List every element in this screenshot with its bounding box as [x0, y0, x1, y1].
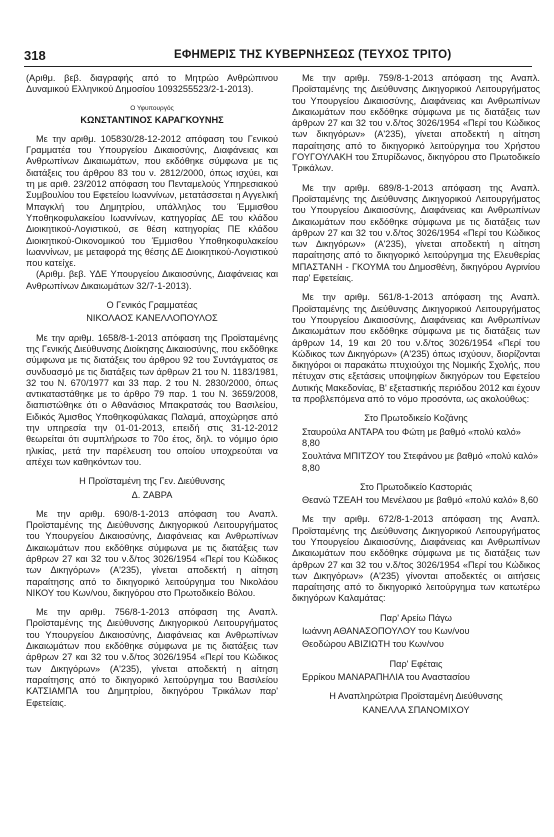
page-header: [24, 46, 532, 67]
signature-name: ΚΑΝΕΛΛΑ ΣΠΑΝΟΜΙΧΟΥ: [362, 704, 470, 715]
appointee-entry: Θεανώ ΤΖΕΑΗ του Μενέλαου με βαθμό «πολύ καλό» 8,60: [302, 495, 539, 506]
paragraph: Με την αριθμ. 105830/28-12-2012 απόφαση του Γενικού Γραμματέα του Υπουργείου Δικαιοσύνης, Διαφάνειας και Ανθρωπίνων Δικαιωμάτων, που εκδόθηκε σύμφωνα με τις διατάξεις του άρθρου 83 του ν. 2812/2000, όπως ισχύει, και τη με αριθ. 23/2012 απόφαση του Πενταμελούς Υπηρεσιακού Συμβουλίου του Εφετείου Ιωαννίνων, μετατάσσεται η Αγγελική Μπαγκλή του Δημητρίου, υπάλληλος του Έμμισθου Υποθηκοφυλακείου Ιωαννίνων, κατηγορίας ΔΕ του κλάδου Διοικητικού-Λογιστικού, σε θέση κατηγορίας ΠΕ κλάδου Διοικητικού-Οικονομικού του Έμμισθου Υποθηκοφυλακείου Ιωαννίνων, με μεταφορά της θέσης ΔΕ Διοικητικού-Λογιστικού που κατείχε.: [26, 133, 278, 269]
resignee-entry: Θεοδώρου ΑΒΙΖΙΩΤΗ του Κων/νου: [302, 639, 444, 650]
signature-name: ΝΙΚΟΛΑΟΣ ΚΑΝΕΛΛΟΠΟΥΛΟΣ: [86, 313, 218, 324]
signature-name: Δ. ΖΑΒΡΑ: [131, 489, 173, 500]
court-heading: Στο Πρωτοδικείο Κοζάνης: [364, 413, 468, 424]
signature-role: Ο Υφυπουργός: [130, 104, 174, 112]
court-heading: Παρ' Εφέταις: [389, 658, 443, 669]
resignee-entry: Ιωάννη ΑΘΑΝΑΣΟΠΟΥΛΟΥ του Κων/νου: [302, 626, 470, 637]
paragraph: (Αριθμ. βεβ. ΥΔΕ Υπουργείου Δικαιοσύνης, Διαφάνειας και Ανθρωπίνων Δικαιωμάτων 32/7-1-2013).: [26, 269, 278, 291]
signature-role: Η Αναπληρώτρια Προϊσταμένη Διεύθυνσης: [329, 691, 503, 702]
paragraph: Με την αριθμ. 690/8-1-2013 απόφαση του Αναπλ. Προϊσταμένης της Διεύθυνσης Δικηγορικού Λειτουργήματος του Υπουργείου Δικαιοσύνης, Διαφάνειας και Ανθρωπίνων Δικαιωμάτων που εκδόθηκε σύμφωνα με τις διατάξεις των άρθρων 27 και 32 του ν.δ/τος 3026/1954 «Περί του Κώδικος των Δικηγόρων» (Α'235), γίνεται αποδεκτή η αίτηση παραίτησης από το δικηγορικό λειτούργημα του Νικολάου ΝΙΚΟΥ του Κων/νου, δικηγόρου στο Πρωτοδικείο Βόλου.: [26, 508, 278, 598]
signature-role: Η Προϊσταμένη της Γεν. Διεύθυνσης: [79, 476, 225, 487]
signature-name: ΚΩΝΣΤΑΝΤΙΝΟΣ ΚΑΡΑΓΚΟΥΝΗΣ: [80, 114, 224, 125]
left-column: [26, 73, 278, 717]
paragraph: Με την αριθμ. 561/8-1-2013 απόφαση της Αναπλ. Προϊσταμένης της Διεύθυνσης Δικηγορικού Λειτουργήματος του Υπουργείου Δικαιοσύνης, Διαφάνειας και Ανθρωπίνων Δικαιωμάτων που εκδόθηκε σύμφωνα με τις διατάξεις των άρθρων 14, 19 και 20 του ν.δ/τος 3026/1954 «Περί του Κώδικος των Δικηγόρων» (Α'235) όπως ισχύουν, διορίζονται δικηγόροι οι παρακάτω πτυχιούχοι της Νομικής Σχολής, που πέτυχαν στις εξετάσεις υποψηφίων δικηγόρων του Εφετείου Δυτικής Μακεδονίας, Β' εξεταστικής περιόδου 2012 και έχουν τα προβλεπόμενα από το νόμο προσόντα, ως ακολούθως:: [292, 292, 540, 405]
appointee-entry: Σταυρούλα ΑΝΤΑΡΑ του Φώτη με βαθμό «πολύ καλό» 8,80: [302, 426, 521, 448]
paragraph: (Αριθμ. βεβ. διαγραφής από το Μητρώο Ανθρώπινου Δυναμικού Ελληνικού Δημοσίου 1093255523/2-1-2013).: [26, 73, 278, 95]
gazette-title: ΕΦΗΜΕΡΙΣ ΤΗΣ ΚΥΒΕΡΝΗΣΕΩΣ (ΤΕΥΧΟΣ ΤΡΙΤΟ): [174, 49, 452, 61]
court-heading: Στο Πρωτοδικείο Καστοριάς: [359, 481, 473, 492]
paragraph: Με την αριθμ. 759/8-1-2013 απόφαση της Αναπλ. Προϊσταμένης της Διεύθυνσης Δικηγορικού Λειτουργήματος του Υπουργείου Δικαιοσύνης, Διαφάνειας και Ανθρωπίνων Δικαιωμάτων που εκδόθηκε σύμφωνα με τις διατάξεις των άρθρων 27 και 32 του ν.δ/τος 3026/1954 «Περί του Κώδικος των δικηγόρων» (Α'235), γίνεται αποδεκτή η αίτηση παραίτησης από το δικηγορικό λειτούργημα του Χρήστου ΓΟΥΓΟΥΛΑΚΗ του Σπυρίδωνος, δικηγόρου στο Πρωτοδικείο Τρικάλων.: [292, 73, 540, 174]
page-number: 318: [24, 48, 46, 63]
paragraph: Με την αριθμ. 756/8-1-2013 απόφαση της Αναπλ. Προϊσταμένης της Διεύθυνσης Δικηγορικού Λειτουργήματος του Υπουργείου Δικαιοσύνης, Διαφάνειας και Ανθρωπίνων Δικαιωμάτων που εκδόθηκε σύμφωνα με τις διατάξεις των άρθρων 27 και 32 του ν.δ/τος 3026/1954 «Περί του Κώδικος των Δικηγόρων» (Α'235), γίνεται αποδεκτή η αίτηση παραίτησης από το δικηγορικό λειτούργημα του Βασιλείου ΚΑΤΣΙΑΜΠΑ του Δημητρίου, δικηγόρου Τρικάλων παρ' Εφετείαις.: [26, 607, 278, 708]
court-heading: Παρ' Αρείω Πάγω: [380, 612, 452, 623]
paragraph: Με την αριθμ. 1658/8-1-2013 απόφαση της Προϊσταμένης της Γενικής Διεύθυνσης Διοίκησης Δικαιοσύνης, που εκδόθηκε σύμφωνα με τις διατάξεις του άρθρου 92 του Συντάγματος σε συνδυασμό με τις διατάξεις των άρθρων 21 του Ν. 1183/1981, 32 του Ν. 670/1977 και 33 παρ. 2 του Ν. 2830/2000, όπως αντικαταστάθηκε με το άρθρο 79 παρ. 1 του Ν. 3659/2008, διαπιστώθηκε ότι ο Αθανάσιος Μπακρατσάς του Βασιλείου, Ειδικός Άμισθος Υποθηκοφύλακας Παλαμά, αποχώρησε από την υπηρεσία την 01-01-2013, επειδή στις 31-12-2012 θεωρείται ότι συμπλήρωσε το 70ο έτος, δηλ. το νόμιμο όριο ηλικίας, μετά την παρέλευση του οποίου υποχρεούται να απέχει των καθηκόντων του.: [26, 332, 278, 467]
signature-role: Ο Γενικός Γραμματέας: [106, 300, 198, 311]
right-column: [292, 73, 540, 718]
appointee-entry: Σουλτάνα ΜΠΙΤΖΟΥ του Στεφάνου με βαθμό «πολύ καλό» 8,80: [302, 451, 539, 473]
paragraph: Με την αριθμ. 689/8-1-2013 απόφαση της Αναπλ. Προϊσταμένης της Διεύθυνσης Δικηγορικού Λειτουργήματος του Υπουργείου Δικαιοσύνης, Διαφάνειας και Ανθρωπίνων Δικαιωμάτων που εκδόθηκε σύμφωνα με τις διατάξεις των άρθρων 27 και 32 του ν.δ/τος 3026/1954 «Περί του Κώδικος των Δικηγόρων» (Α'235), γίνεται αποδεκτή η αίτηση παραίτησης από το δικηγορικό λειτούργημα της Ελευθερίας ΜΠΑΣΤΑΝΗ - ΓΚΟΥΜΑ του Δημοσθένη, δικηγόρου Αγρινίου παρ' Εφετείαις.: [292, 182, 540, 284]
resignee-entry: Ερρίκου ΜΑΝΑΡΑΠΗΛΙΑ του Αναστασίου: [302, 671, 470, 682]
paragraph: Με την αριθμ. 672/8-1-2013 απόφαση της Αναπλ. Προϊσταμένης της Διεύθυνσης Δικηγορικού Λειτουργήματος του Υπουργείου Δικαιοσύνης, Διαφάνειας και Ανθρωπίνων Δικαιωμάτων που εκδόθηκε σύμφωνα με τις διατάξεις των άρθρων 27 και 32 του ν.δ/τος 3026/1954 «Περί του Κώδικος των Δικηγόρων» (Α'235) γίνονται αποδεκτές οι αιτήσεις παραίτησης από το δικηγορικό λειτούργημα των κατωτέρω δικηγόρων Καλαμάτας:: [292, 514, 540, 604]
